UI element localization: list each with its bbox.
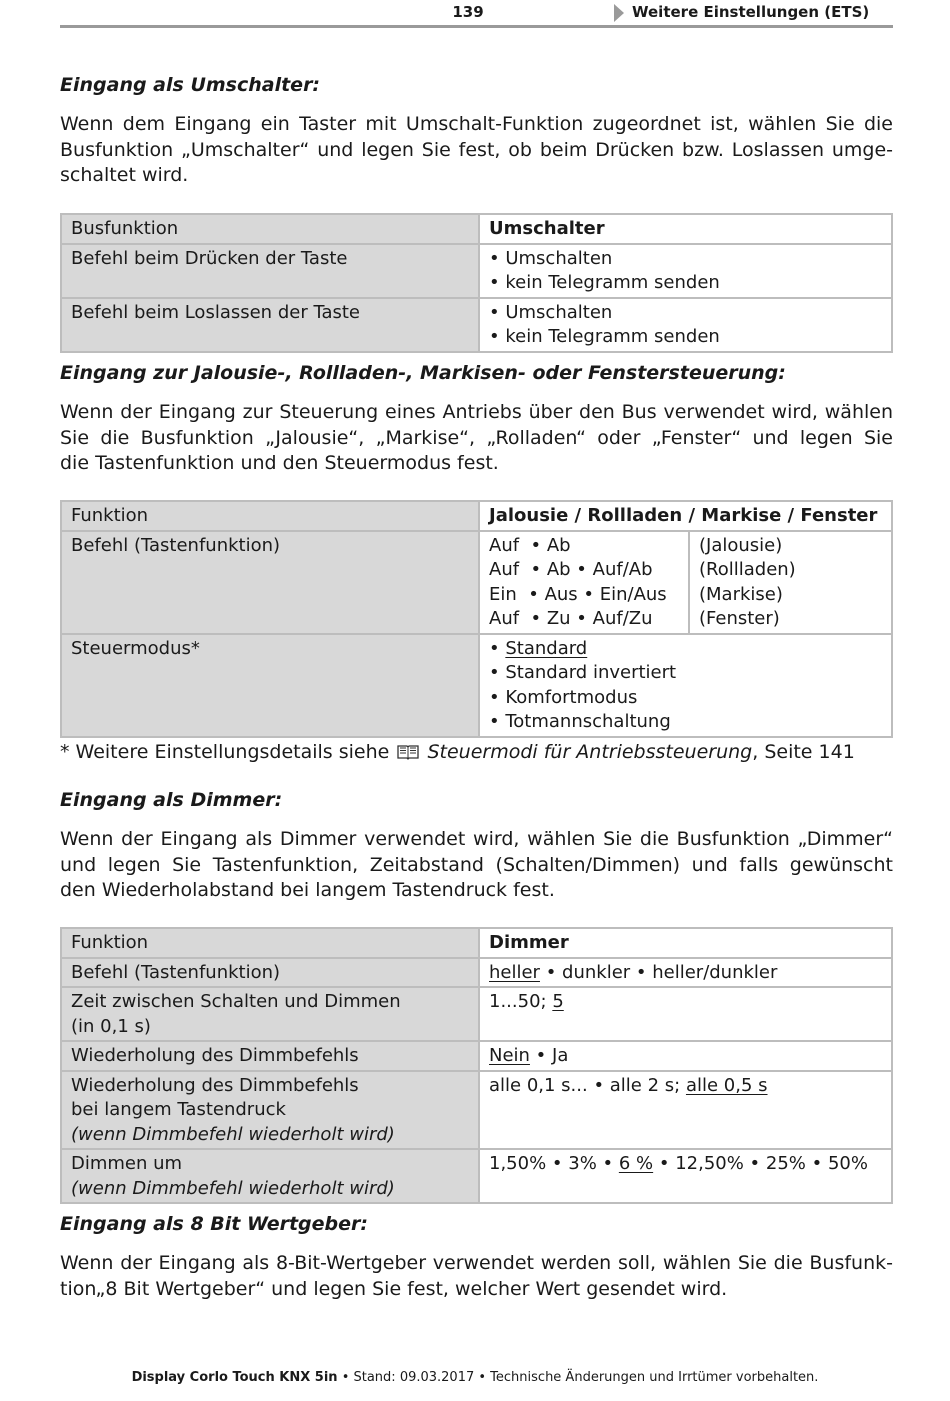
footnote-reference-link[interactable]: Steuermodi für Antriebssteuerung — [427, 741, 753, 763]
table-cell-types: (Jalousie) (Rollladen) (Markise) (Fenster) — [689, 531, 892, 634]
table-dimmer — [60, 927, 893, 1204]
heading-umschalter: Eingang als Umschalter: — [60, 74, 321, 96]
table-cell: 1,50% • 3% • 6 % • 12,50% • 25% • 50% — [479, 1149, 892, 1203]
table-cell: Zeit zwischen Schalten und Dimmen (in 0,1 s) — [61, 987, 479, 1041]
table-cell: heller • dunkler • heller/dunkler — [479, 958, 892, 988]
table-cell: alle 0,1 s... • alle 2 s; alle 0,5 s — [479, 1071, 892, 1150]
table-jalousie — [60, 500, 893, 738]
table-cell: Befehl beim Drücken der Taste — [61, 244, 479, 298]
table-header-value: Dimmer — [479, 928, 892, 958]
header-rule — [60, 25, 893, 28]
table-cell: Nein • Ja — [479, 1041, 892, 1071]
table-cell-modes: • Standard • Standard invertiert • Komfortmodus • Totmannschaltung — [479, 634, 892, 737]
table-cell: Wiederholung des Dimmbefehls — [61, 1041, 479, 1071]
table-cell: Funktion — [61, 928, 479, 958]
table-cell-options: Auf • Ab Auf • Ab • Auf/Ab Ein • Aus • Ein/Aus Auf • Zu • Auf/Zu — [479, 531, 689, 634]
book-icon — [397, 744, 419, 760]
table-cell: 1...50; 5 — [479, 987, 892, 1041]
table-cell: Befehl (Tastenfunktion) — [61, 531, 479, 634]
table-cell: Wiederholung des Dimmbefehls bei langem Tastendruck (wenn Dimmbefehl wiederholt wird) — [61, 1071, 479, 1150]
table-cell: Busfunktion — [61, 214, 479, 244]
table-umschalter — [60, 213, 893, 353]
paragraph-umschalter: Wenn dem Eingang ein Taster mit Umschalt-Funktion zugeordnet ist, wählen Sie die Busfunktion „Umschalter“ und legen Sie fest, ob beim Drücken bzw. Loslassen umge- schaltet wird. — [60, 113, 893, 187]
table-header-value: Umschalter — [479, 214, 892, 244]
table-cell: Funktion — [61, 501, 479, 531]
table-cell: Befehl (Tastenfunktion) — [61, 958, 479, 988]
heading-dimmer: Eingang als Dimmer: — [60, 789, 283, 811]
footnote: * Weitere Einstellungsdetails siehe Steuermodi für Antriebssteuerung, Seite 141 — [60, 741, 855, 763]
paragraph-wertgeber: Wenn der Eingang als 8-Bit-Wertgeber verwendet werden soll, wählen Sie die Busfunk- tion„8 Bit Wertgeber“ und legen Sie fest, welcher Wert gesendet wird. — [60, 1252, 893, 1300]
table-cell: • Umschalten • kein Telegramm senden — [479, 244, 892, 298]
table-header-value: Jalousie / Rollladen / Markise / Fenster — [479, 501, 892, 531]
section-title: Weitere Einstellungen (ETS) — [632, 3, 870, 21]
heading-jalousie: Eingang zur Jalousie-, Rollladen-, Markisen- oder Fenstersteuerung: — [60, 362, 786, 384]
table-cell: • Umschalten • kein Telegramm senden — [479, 298, 892, 352]
table-cell: Steuermodus* — [61, 634, 479, 737]
heading-wertgeber: Eingang als 8 Bit Wertgeber: — [60, 1213, 368, 1235]
page-number: 139 — [452, 3, 484, 21]
paragraph-dimmer: Wenn der Eingang als Dimmer verwendet wird, wählen Sie die Busfunktion „Dimmer“ und legen Sie Tastenfunktion, Zeitabstand (Schalten/Dimmen) und falls gewünscht den Wiederholabstand bei langem Tastendruck fest. — [60, 828, 893, 902]
paragraph-jalousie: Wenn der Eingang zur Steuerung eines Antriebs über den Bus verwendet wird, wählen Sie die Busfunktion „Jalousie“, „Markise“, „Rolladen“ oder „Fenster“ und legen Sie die Tastenfunktion und den Steuermodus fest. — [60, 401, 893, 475]
page-footer: Display Corlo Touch KNX 5in • Stand: 09.03.2017 • Technische Änderungen und Irrtümer vorbehalten. — [131, 1370, 819, 1385]
table-cell: Dimmen um (wenn Dimmbefehl wiederholt wird) — [61, 1149, 479, 1203]
table-cell: Befehl beim Loslassen der Taste — [61, 298, 479, 352]
